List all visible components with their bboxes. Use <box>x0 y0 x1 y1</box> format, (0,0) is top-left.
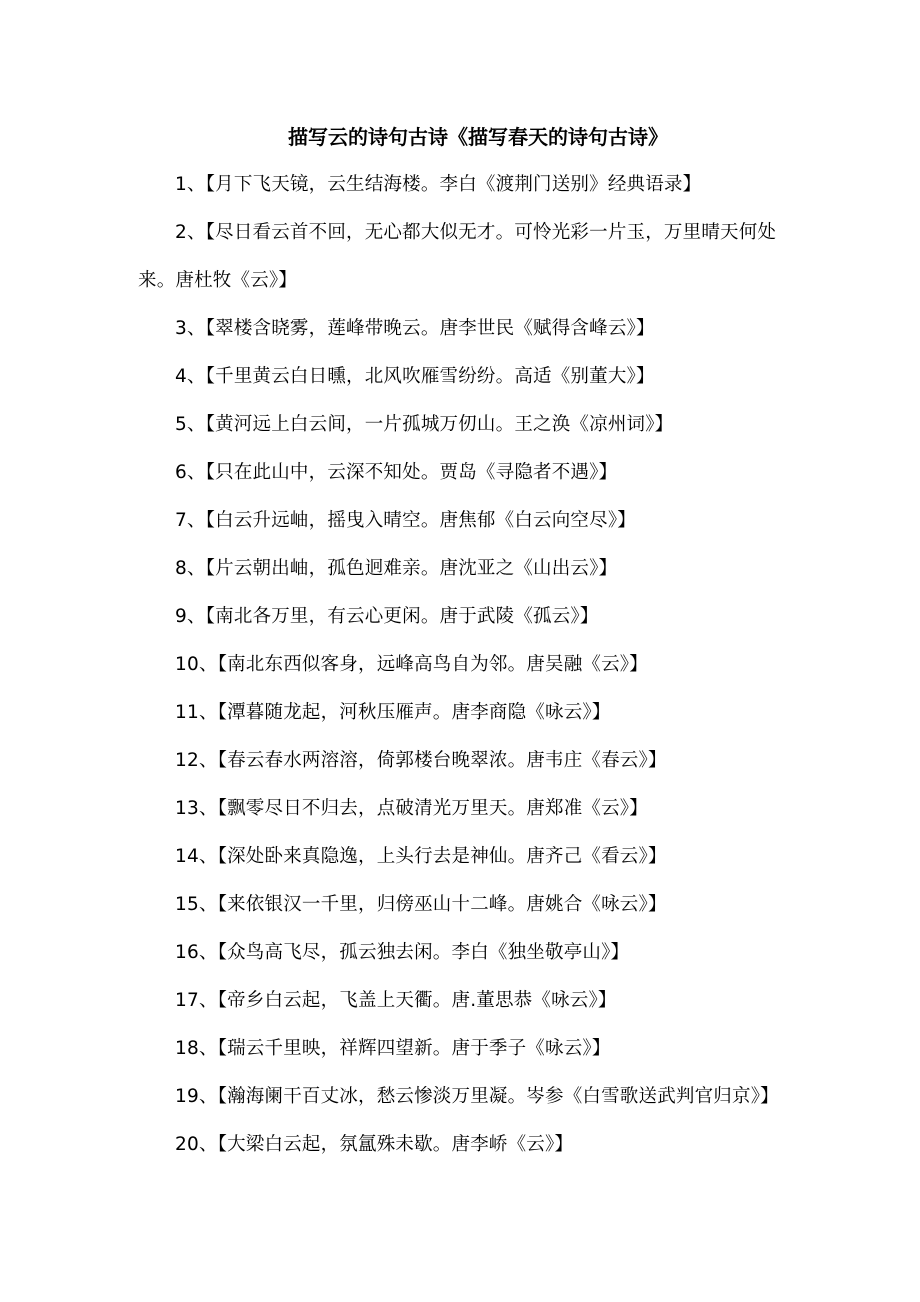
poem-item: 9、【南北各万里，有云心更闲。唐于武陵《孤云》】 <box>175 606 599 627</box>
poem-item: 7、【白云升远岫，摇曳入晴空。唐焦郁《白云向空尽》】 <box>175 510 636 531</box>
poem-item: 3、【翠楼含晓雾，莲峰带晚云。唐李世民《赋得含峰云》】 <box>175 318 655 339</box>
poem-item: 8、【片云朝出岫，孤色迥难亲。唐沈亚之《山出云》】 <box>175 558 618 579</box>
poem-item: 4、【千里黄云白日曛，北风吹雁雪纷纷。高适《别董大》】 <box>175 366 655 387</box>
document-page <box>138 113 810 1169</box>
poem-item: 12、【春云春水两溶溶，倚郭楼台晚翠浓。唐韦庄《春云》】 <box>175 750 667 771</box>
document-title: 描写云的诗句古诗《描写春天的诗句古诗》 <box>288 125 668 149</box>
poem-item: 18、【瑞云千里映，祥辉四望新。唐于季子《咏云》】 <box>175 1038 611 1059</box>
poem-item: 16、【众鸟高飞尽，孤云独去闲。李白《独坐敬亭山》】 <box>175 942 630 963</box>
poem-item: 5、【黄河远上白云间，一片孤城万仞山。王之涣《凉州词》】 <box>175 414 674 435</box>
poem-item: 20、【大梁白云起，氛氲殊未歇。唐李峤《云》】 <box>175 1134 574 1155</box>
poem-list <box>138 161 810 1169</box>
poem-item: 13、【飘零尽日不归去，点破清光万里天。唐郑准《云》】 <box>175 798 648 819</box>
poem-item: 10、【南北东西似客身，远峰高鸟自为邻。唐吴融《云》】 <box>175 654 648 675</box>
poem-item: 15、【来依银汉一千里，归傍巫山十二峰。唐姚合《咏云》】 <box>175 894 667 915</box>
poem-item: 19、【瀚海阑干百丈冰，愁云惨淡万里凝。岑参《白雪歌送武判官归京》】 <box>175 1086 779 1107</box>
poem-item: 11、【潭暮随龙起，河秋压雁声。唐李商隐《咏云》】 <box>175 702 611 723</box>
poem-item: 2、【尽日看云首不回，无心都大似无才。可怜光彩一片玉，万里晴天何处来。唐杜牧《云》】 <box>138 222 777 291</box>
poem-item: 6、【只在此山中，云深不知处。贾岛《寻隐者不遇》】 <box>175 462 618 483</box>
poem-item: 17、【帝乡白云起，飞盖上天衢。唐.董思恭《咏云》】 <box>175 990 617 1011</box>
poem-item: 1、【月下飞天镜，云生结海楼。李白《渡荆门送别》经典语录】 <box>175 174 702 195</box>
poem-item: 14、【深处卧来真隐逸，上头行去是神仙。唐齐己《看云》】 <box>175 846 667 867</box>
